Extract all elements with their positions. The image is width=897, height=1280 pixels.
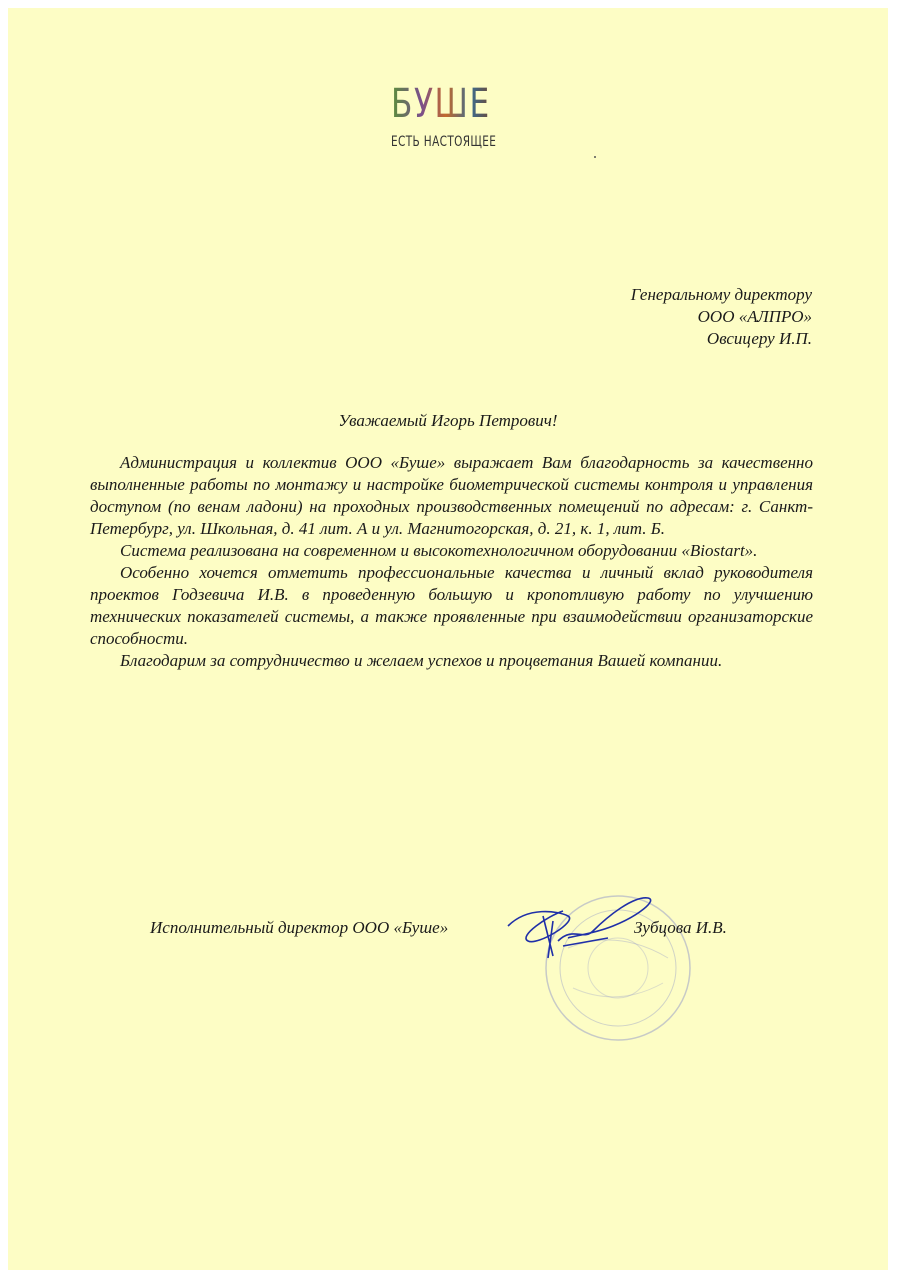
- paper-speck: [594, 156, 596, 158]
- body-paragraph: Особенно хочется отметить профессиональные качества и личный вклад руководителя проектов Годзевича И.В. в проведенную большую и кропотливую работу по улучшению технических показателей системы, а также проявленные при взаимодействии организаторские способности.: [90, 563, 813, 648]
- logo-tagline: ЕСТЬ НАСТОЯЩЕЕ: [391, 134, 497, 150]
- signatory-name: Зубцова И.В.: [634, 918, 727, 937]
- letter-body: [90, 452, 813, 672]
- addressee-block: [631, 284, 812, 350]
- addressee-name: Овсицеру И.П.: [706, 329, 812, 348]
- logo-wordmark: БУШЕ: [391, 81, 491, 127]
- body-paragraph: Администрация и коллектив ООО «Буше» выражает Вам благодарность за качественно выполненные работы по монтажу и настройке биометрической системы контроля и управления доступом (по венам ладони) на проходных производственных помещений по адресам: г. Санкт-Петербург, ул. Школьная, д. 41 лит. А и ул. Магнитогорская, д. 21, к. 1, лит. Б.: [90, 453, 813, 538]
- company-logo: [391, 82, 521, 150]
- body-paragraph: Система реализована на современном и высокотехнологичном оборудовании «Biostart».: [120, 541, 758, 560]
- letter-page: [8, 8, 888, 1270]
- salutation: Уважаемый Игорь Петрович!: [338, 411, 558, 430]
- signatory-title: Исполнительный директор ООО «Буше»: [150, 918, 449, 937]
- addressee-company: ООО «АЛПРО»: [697, 307, 812, 326]
- body-paragraph: Благодарим за сотрудничество и желаем успехов и процветания Вашей компании.: [120, 651, 723, 670]
- addressee-position: Генеральному директору: [630, 285, 812, 304]
